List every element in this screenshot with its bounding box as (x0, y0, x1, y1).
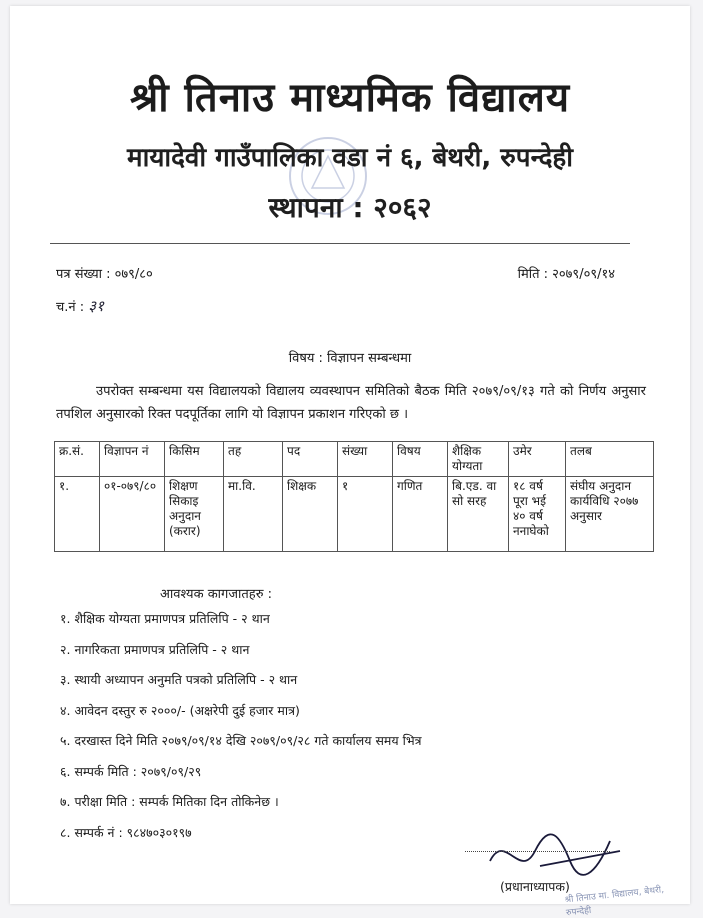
table-header-row (55, 442, 654, 477)
office-stamp: श्री तिनाउ मा. विद्यालय, बेथरी, रुपन्देही (564, 885, 665, 918)
cell-sn: १. (55, 477, 100, 552)
col-header-salary: तलब (566, 442, 654, 477)
list-item: ८. सम्पर्क नं : ९८४७०३०१९७ (60, 824, 192, 840)
col-header-level: तह (224, 442, 283, 477)
established-year: स्थापना : २०६२ (268, 191, 432, 224)
header-divider (50, 243, 630, 244)
list-item: ४. आवेदन दस्तुर रु २०००/- (अक्षरेपी दुई हजार मात्र) (60, 702, 300, 718)
list-item: ७. परीक्षा मिति : सम्पर्क मितिका दिन तोकिनेछ । (60, 794, 279, 809)
signatory-title: (प्रधानाध्यापक) (500, 879, 570, 894)
cell-post: शिक्षक (283, 477, 338, 552)
dispatch-value: ३१ (88, 297, 104, 315)
list-item: २. नागरिकता प्रमाणपत्र प्रतिलिपि - २ थान (60, 641, 250, 657)
cell-ad-no: ०१-०७९/८० (100, 477, 165, 552)
list-item: ३. स्थायी अध्यापन अनुमति पत्रको प्रतिलिपि - २ थान (60, 672, 298, 687)
list-item: ५. दरखास्त दिने मिति २०७९/०९/१४ देखि २०७९/०९/२८ गते कार्यालय समय भित्र (60, 733, 422, 748)
letter-number: पत्र संख्या : ०७९/८० (56, 267, 153, 282)
cell-type: शिक्षण सिकाइ अनुदान (करार) (165, 477, 224, 552)
cell-qualification: बि.एड. वा सो सरह (448, 477, 509, 552)
school-name: श्री तिनाउ माध्यमिक विद्यालय (129, 75, 571, 121)
col-header-sn: क्र.सं. (55, 442, 100, 477)
col-header-age: उमेर (509, 442, 566, 477)
signature-line (465, 851, 610, 852)
list-item: १. शैक्षिक योग्यता प्रमाणपत्र प्रतिलिपि - २ थान (60, 611, 270, 626)
col-header-count: संख्या (338, 442, 393, 477)
cell-count: १ (338, 477, 393, 552)
col-header-qualification: शैक्षिक योग्यता (448, 442, 509, 477)
col-header-type: किसिम (165, 442, 224, 477)
dispatch-label: च.नं : (56, 300, 85, 315)
cell-age: १८ वर्ष पूरा भई ४० वर्ष ननाघेको (509, 477, 566, 552)
dispatch-number (56, 296, 104, 316)
documents-title: आवश्यक कागजातहरु : (160, 587, 272, 602)
vacancy-table (54, 441, 654, 552)
col-header-subject: विषय (393, 442, 448, 477)
col-header-post: पद (283, 442, 338, 477)
letter-body: उपरोक्त सम्बन्धमा यस विद्यालयको विद्यालय व्यवस्थापन समितिको बैठक मिति २०७९/०९/१३ गते को निर्णय अनुसार तपशिल अनुसारको रिक्त पदपूर्तिका लागि यो विज्ञापन प्रकाशन गरिएको छ । (56, 384, 646, 422)
cell-level: मा.वि. (224, 477, 283, 552)
letter-date: मिति : २०७९/०९/१४ (517, 267, 615, 282)
list-item: ६. सम्पर्क मिति : २०७९/०९/२९ (60, 763, 202, 779)
cell-subject: गणित (393, 477, 448, 552)
col-header-ad-no: विज्ञापन नं (100, 442, 165, 477)
letter-subject: विषय : विज्ञापन सम्बन्धमा (288, 351, 412, 366)
cell-salary: संघीय अनुदान कार्यविधि २०७७ अनुसार (566, 477, 654, 552)
documents-list (60, 609, 422, 853)
letter-page (10, 6, 690, 918)
school-address: मायादेवी गाउँपालिका वडा नं ६, बेथरी, रुपन्देही (127, 143, 573, 173)
table-row (55, 477, 654, 552)
